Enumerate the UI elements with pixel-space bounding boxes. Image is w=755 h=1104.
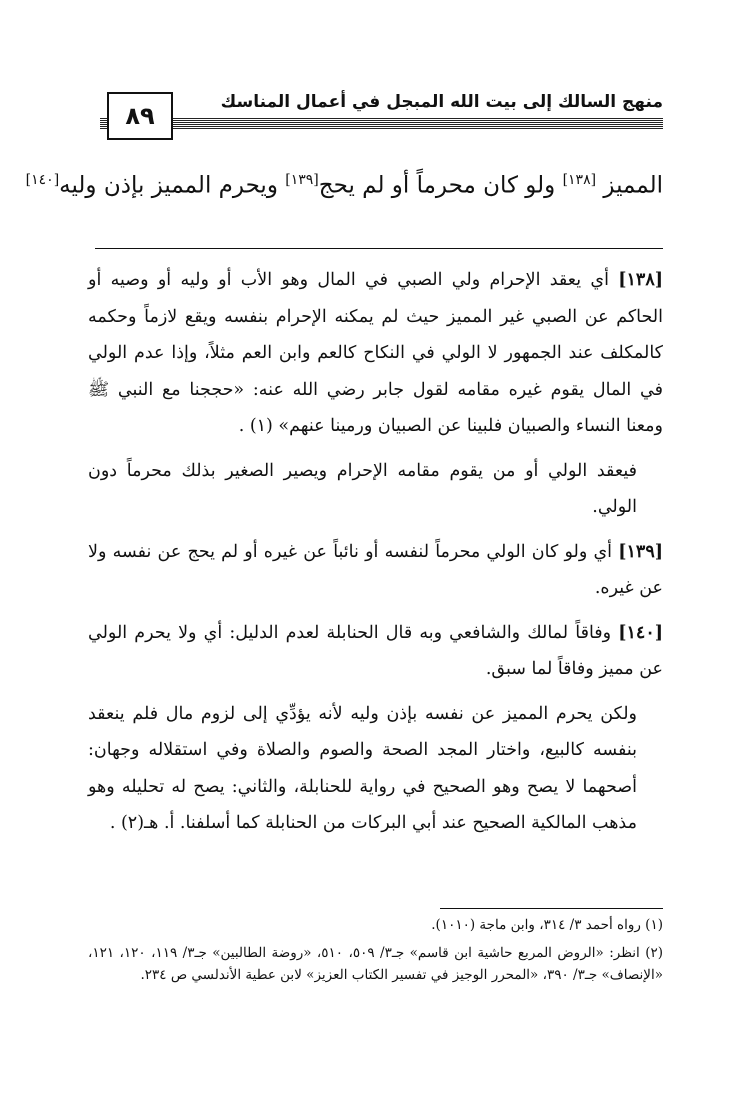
reference-mark: [١٤٠] <box>25 172 60 188</box>
main-text-divider <box>95 248 663 249</box>
commentary-tag: [١٣٨] <box>618 270 663 290</box>
footnote-divider <box>440 908 663 909</box>
commentary-139 <box>88 534 663 607</box>
footnote-1: (١) رواه أحمد ٣/ ٣١٤، وابن ماجة (١٠١٠). <box>431 917 663 933</box>
main-text-part: ولو كان محرماً أو لم يحج <box>318 172 563 199</box>
main-text-part: ويحرم المميز بإذن وليه <box>59 172 286 199</box>
footnotes <box>88 914 663 992</box>
commentary-text: وفاقاً لمالك والشافعي وبه قال الحنابلة لعدم الدليل: أي ولا يحرم الولي عن مميز وفاقاً لما سبق. <box>88 622 663 679</box>
commentary-text: أي يعقد الإحرام ولي الصبي في المال وهو الأب أو وليه أو وصيه أو الحاكم عن الصبي غير المميز حيث لم يمكنه الإحرام بنفسه ويقع لازماً وحكمه كالمكلف عند الجمهور لا الولي في النكاح كالعم وابن العم مثلاً، وإذا عدم الولي في المال يقوم غيره مقامه لقول جابر رضي الله عنه: «حججنا مع النبي ﷺ ومعنا النساء والصبيان فلبينا عن الصبيان ورمينا عنهم» (١) . <box>88 270 663 436</box>
commentary-138 <box>88 262 663 445</box>
commentary-text: أي ولو كان الولي محرماً لنفسه أو نائباً عن غيره أو لم يحج عن نفسه ولا عن غيره. <box>88 541 663 598</box>
running-title: منهج السالك إلى بيت الله المبجل في أعمال المناسك <box>220 92 663 112</box>
reference-mark: [١٣٩] <box>285 172 319 188</box>
main-text-line <box>25 172 663 199</box>
reference-mark: [١٣٨] <box>562 172 597 188</box>
footnote-2: (٢) انظر: «الروض المربع حاشية ابن قاسم» جـ٣/ ٥٠٩، ٥١٠، «روضة الطالبين» جـ٣/ ١١٩، ١٢٠، ١٢١، «الإنصاف» جـ٣/ ٣٩٠، «المحرر الوجيز في تفسير الكتاب العزيز» لابن عطية الأندلسي ص ٢٣٤. <box>88 945 664 983</box>
main-text-part: المميز <box>596 172 663 199</box>
commentary-140-continued: ولكن يحرم المميز عن نفسه بإذن وليه لأنه يؤدِّي إلى لزوم مال فلم ينعقد بنفسه كالبيع، واختار المجد الصحة والصوم والصلاة وفي استقلاله وجهان: أصحهما لا يصح وهو الصحيح في رواية للحنابلة، والثاني: يصح له تحليله وهو مذهب المالكية الصحيح عند أبي البركات من الحنابلة كما أسلفنا. أ. هـ(٢) . <box>88 703 637 833</box>
commentary-140 <box>88 615 663 688</box>
commentary <box>88 262 663 842</box>
commentary-tag: [١٤٠] <box>618 622 663 643</box>
commentary-138-continued: فيعقد الولي أو من يقوم مقامه الإحرام ويصير الصغير بذلك محرماً دون الولي. <box>88 460 637 517</box>
page-number: ٨٩ <box>107 92 173 140</box>
header-rule <box>100 118 663 130</box>
commentary-tag: [١٣٩] <box>618 541 663 562</box>
